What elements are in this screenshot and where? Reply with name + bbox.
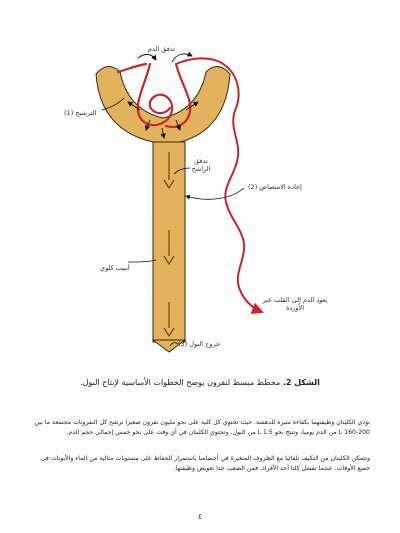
bowman-capsule bbox=[96, 66, 230, 148]
label-blood-flow: تدفق الدم bbox=[148, 45, 176, 53]
label-urine-out: خروج البول (3) bbox=[178, 340, 221, 348]
paragraph-2: وتتمكن الكليتان من التكيف تلقائيا مع الظروف المتغيرة في أجسامنا باستمرار للحفاظ على مستويات مثالية من الماء والأيونات في جميع الأوقات. عندما تفشل كلتا أحد الأفراد، فمن الصعب جدا تعويض وظيفتها. bbox=[40, 455, 370, 472]
tubule-pointer bbox=[128, 260, 156, 262]
figure-caption-label: الشكل 2. bbox=[282, 378, 320, 387]
figure-caption bbox=[40, 376, 360, 390]
label-tubule: أنبيب كلوي bbox=[100, 264, 130, 272]
label-return-to-heart: يعود الدم إلى القلب عبر الأوردة bbox=[262, 296, 328, 312]
paragraph-1: تؤدي الكليتان وظيفتهما بكفاءة مثيرة للدهشة. حيث تحتوي كل كلية على نحو مليون نفرون صغيرا ترشح كل النفرونات مجتمعة ما بين 200-160 L من الدم يوميا، وتنتج نحو 1.5 L من البول. وتحتوي الكليتان في أي وقت على نحو خمس إجمالي حجم الدم. bbox=[34, 419, 370, 436]
label-filtration: الترشيح (1) bbox=[64, 109, 97, 117]
figure-caption-text: مخطط مبسط لنفرون يوضح الخطوات الأساسية لإنتاج البول. bbox=[80, 378, 281, 387]
label-filtrate-flow: تدفق الراشح bbox=[191, 157, 211, 173]
blood-flow-in-arrow bbox=[138, 54, 156, 60]
page-number: ٤ bbox=[197, 512, 203, 521]
label-reabsorption: إعادة الامتصاص (2) bbox=[248, 183, 302, 191]
reabsorption-pointer bbox=[186, 188, 244, 199]
